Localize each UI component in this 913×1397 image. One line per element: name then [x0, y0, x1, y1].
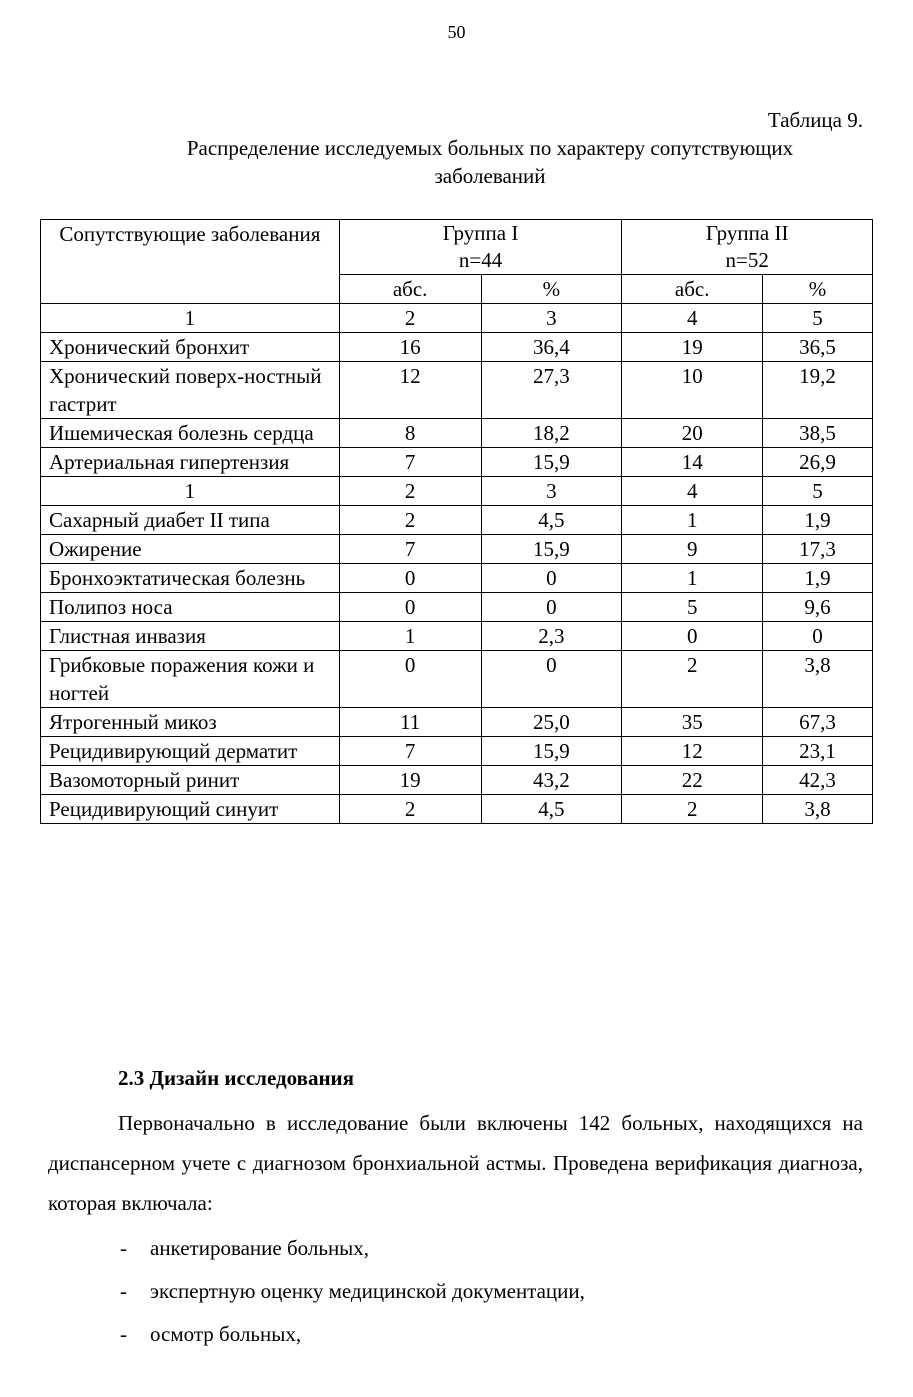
body-paragraph: Первоначально в исследование были включены 142 больных, находящихся на диспансерном учете с диагнозом бронхиальной астмы. Проведена верификация диагноза, которая включала: [48, 1111, 863, 1215]
g1-abs-cell: 16 [339, 333, 481, 362]
g1-pct-cell: 15,9 [481, 448, 622, 477]
column-number-row [41, 304, 873, 333]
g1-abs-cell: 0 [339, 593, 481, 622]
disease-cell: Ишемическая болезнь сердца [41, 419, 340, 448]
g2-pct-cell: 3,8 [763, 795, 873, 824]
g1-abs-cell: 2 [339, 506, 481, 535]
section-heading: 2.3 Дизайн исследования [118, 1066, 355, 1090]
g2-abs-cell: 35 [622, 708, 763, 737]
g2-abs-cell: 19 [622, 333, 763, 362]
g2-pct-cell: 26,9 [763, 448, 873, 477]
table-row [41, 448, 873, 477]
disease-cell: Ятрогенный микоз [41, 708, 340, 737]
group-1-n: n=44 [458, 248, 503, 272]
disease-cell: Сахарный диабет II типа [41, 506, 340, 535]
column-number-cell: 3 [481, 477, 622, 506]
column-number-cell: 3 [481, 304, 622, 333]
header-group-1 [339, 220, 622, 275]
table-body [41, 304, 873, 824]
disease-cell: Хронический бронхит [41, 333, 340, 362]
disease-cell: Глистная инвазия [41, 622, 340, 651]
bullet-item [48, 1232, 585, 1275]
header-g2-abs: абс. [622, 275, 763, 304]
g2-pct-cell: 9,6 [763, 593, 873, 622]
column-number-cell: 5 [763, 477, 873, 506]
page-number: 50 [447, 22, 466, 42]
g2-pct-cell: 23,1 [763, 737, 873, 766]
table-row [41, 333, 873, 362]
bullet-text: экспертную оценку медицинской документации, [150, 1279, 585, 1303]
g2-pct-cell: 67,3 [763, 708, 873, 737]
column-number-cell: 5 [763, 304, 873, 333]
g2-abs-cell: 1 [622, 506, 763, 535]
disease-cell: Бронхоэктатическая болезнь [41, 564, 340, 593]
g1-pct-cell: 27,3 [481, 362, 622, 419]
g2-pct-cell: 0 [763, 622, 873, 651]
g2-abs-cell: 22 [622, 766, 763, 795]
table-row [41, 766, 873, 795]
g1-abs-cell: 0 [339, 564, 481, 593]
header-g1-abs: абс. [339, 275, 481, 304]
group-1-name: Группа I [442, 221, 519, 245]
g1-abs-cell: 7 [339, 535, 481, 564]
g1-pct-cell: 4,5 [481, 795, 622, 824]
table-row [41, 708, 873, 737]
header-group-2 [622, 220, 873, 275]
table-row [41, 795, 873, 824]
column-number-cell: 1 [41, 304, 340, 333]
bullet-marker: - [120, 1279, 127, 1303]
table-row [41, 651, 873, 708]
disease-cell: Грибковые поражения кожи и ногтей [41, 651, 340, 708]
column-number-cell: 2 [339, 477, 481, 506]
table-row [41, 362, 873, 419]
g1-abs-cell: 8 [339, 419, 481, 448]
bullet-item [48, 1275, 585, 1318]
g2-abs-cell: 10 [622, 362, 763, 419]
g2-abs-cell: 2 [622, 651, 763, 708]
bullet-item [48, 1318, 585, 1361]
g1-abs-cell: 19 [339, 766, 481, 795]
bullet-marker: - [120, 1236, 127, 1260]
g2-abs-cell: 14 [622, 448, 763, 477]
g2-abs-cell: 20 [622, 419, 763, 448]
g2-pct-cell: 36,5 [763, 333, 873, 362]
g1-pct-cell: 0 [481, 651, 622, 708]
table-row [41, 593, 873, 622]
disease-cell: Вазомоторный ринит [41, 766, 340, 795]
g2-pct-cell: 1,9 [763, 506, 873, 535]
disease-cell: Рецидивирующий синуит [41, 795, 340, 824]
g1-pct-cell: 15,9 [481, 535, 622, 564]
g1-abs-cell: 7 [339, 737, 481, 766]
g1-pct-cell: 2,3 [481, 622, 622, 651]
table-row [41, 737, 873, 766]
g1-pct-cell: 0 [481, 593, 622, 622]
g2-abs-cell: 12 [622, 737, 763, 766]
g1-abs-cell: 1 [339, 622, 481, 651]
g2-pct-cell: 17,3 [763, 535, 873, 564]
column-number-cell: 1 [41, 477, 340, 506]
group-2-name: Группа II [705, 221, 789, 245]
column-number-cell: 4 [622, 304, 763, 333]
disease-cell: Ожирение [41, 535, 340, 564]
g1-pct-cell: 25,0 [481, 708, 622, 737]
bullet-list [48, 1232, 585, 1361]
g1-pct-cell: 43,2 [481, 766, 622, 795]
column-number-cell: 4 [622, 477, 763, 506]
table-row [41, 535, 873, 564]
g1-abs-cell: 12 [339, 362, 481, 419]
table-row [41, 506, 873, 535]
g2-abs-cell: 5 [622, 593, 763, 622]
table-row [41, 622, 873, 651]
g1-pct-cell: 36,4 [481, 333, 622, 362]
g1-pct-cell: 18,2 [481, 419, 622, 448]
g2-pct-cell: 42,3 [763, 766, 873, 795]
g1-pct-cell: 15,9 [481, 737, 622, 766]
header-g2-pct: % [763, 275, 873, 304]
disease-cell: Артериальная гипертензия [41, 448, 340, 477]
g1-pct-cell: 0 [481, 564, 622, 593]
comorbidity-table [40, 219, 873, 824]
g1-abs-cell: 7 [339, 448, 481, 477]
column-number-cell: 2 [339, 304, 481, 333]
table-title: Распределение исследуемых больных по характеру сопутствующих заболеваний [186, 136, 794, 188]
g2-abs-cell: 1 [622, 564, 763, 593]
disease-cell: Полипоз носа [41, 593, 340, 622]
table-row [41, 419, 873, 448]
g1-abs-cell: 2 [339, 795, 481, 824]
bullet-marker: - [120, 1322, 127, 1346]
g2-abs-cell: 0 [622, 622, 763, 651]
group-2-n: n=52 [725, 248, 769, 272]
g1-pct-cell: 4,5 [481, 506, 622, 535]
disease-cell: Хронический поверх-ностный гастрит [41, 362, 340, 419]
g2-pct-cell: 1,9 [763, 564, 873, 593]
bullet-text: анкетирование больных, [150, 1236, 370, 1260]
disease-cell: Рецидивирующий дерматит [41, 737, 340, 766]
bullet-text: осмотр больных, [150, 1322, 302, 1346]
g1-abs-cell: 11 [339, 708, 481, 737]
g2-abs-cell: 9 [622, 535, 763, 564]
header-g1-pct: % [481, 275, 622, 304]
column-number-row [41, 477, 873, 506]
g1-abs-cell: 0 [339, 651, 481, 708]
table-caption: Таблица 9. [767, 108, 863, 132]
table-row [41, 564, 873, 593]
header-disease: Сопутствующие заболевания [41, 220, 340, 304]
g2-abs-cell: 2 [622, 795, 763, 824]
g2-pct-cell: 38,5 [763, 419, 873, 448]
g2-pct-cell: 3,8 [763, 651, 873, 708]
g2-pct-cell: 19,2 [763, 362, 873, 419]
